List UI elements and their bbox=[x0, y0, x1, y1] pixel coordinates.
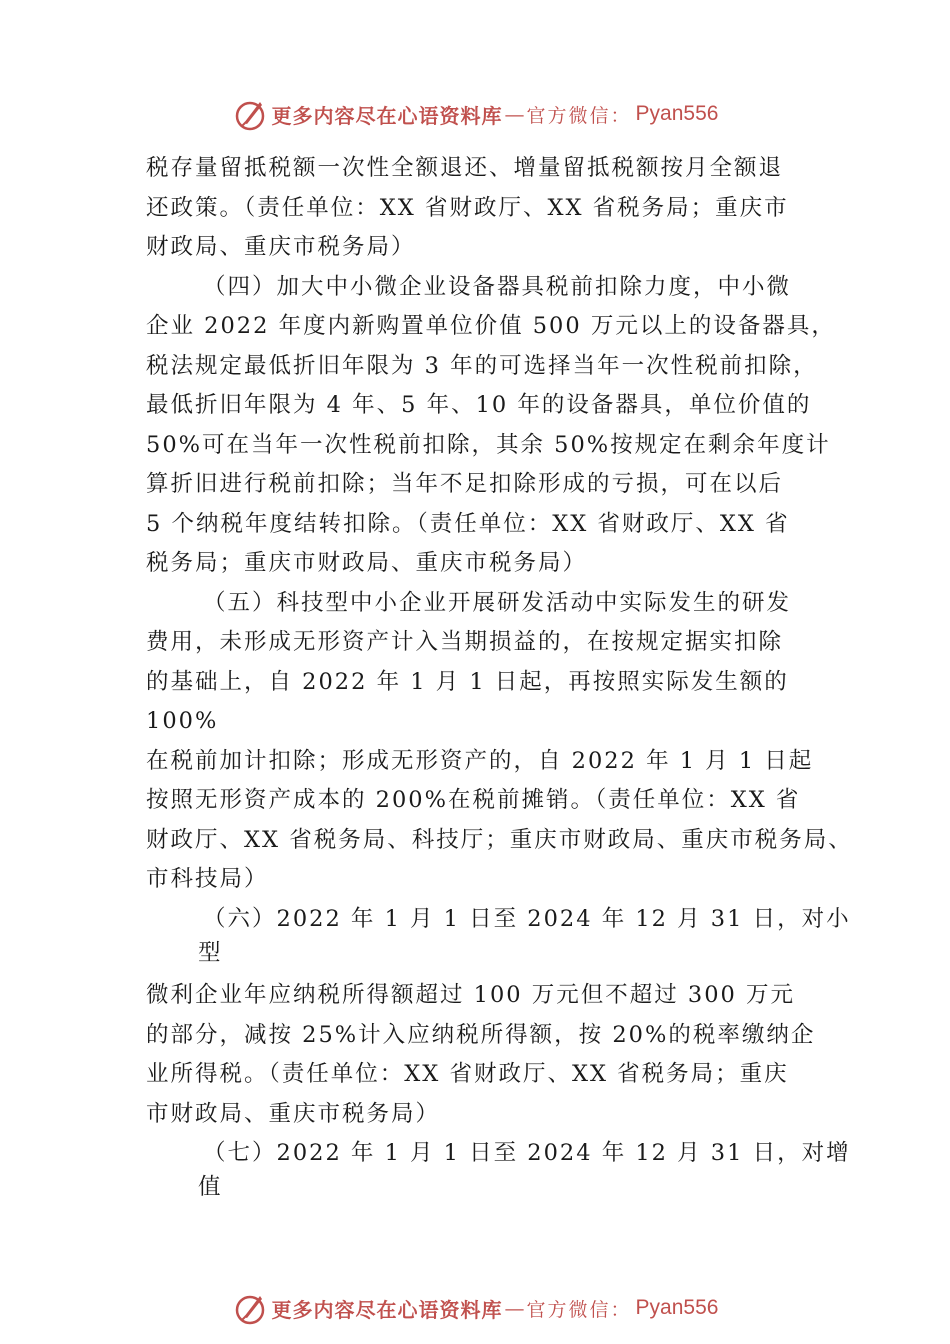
header-banner bbox=[0, 94, 950, 134]
text-line: 市财政局、重庆市税务局） bbox=[146, 1101, 441, 1127]
footer-separator: — bbox=[504, 1296, 525, 1320]
text-line: 5 个纳税年度结转扣除。（责任单位：XX 省财政厅、XX 省 bbox=[146, 511, 790, 537]
text-line: 还政策。（责任单位：XX 省财政厅、XX 省税务局；重庆市 bbox=[146, 195, 789, 221]
quill-logo-icon bbox=[232, 96, 268, 132]
text-line: 财政厅、XX 省税务局、科技厅；重庆市财政局、重庆市税务局、 bbox=[146, 827, 853, 853]
header-site-name: 更多内容尽在心语资料库 bbox=[271, 103, 503, 128]
text-line: 市科技局） bbox=[146, 866, 269, 892]
text-line: 值 bbox=[198, 1174, 223, 1200]
footer-wechat-label: 官方微信： bbox=[526, 1298, 632, 1321]
text-line: （五）科技型中小企业开展研发活动中实际发生的研发 bbox=[203, 590, 792, 616]
text-line: 型 bbox=[198, 940, 223, 966]
header-wechat-label: 官方微信： bbox=[526, 104, 632, 127]
text-line: 企业 2022 年度内新购置单位价值 500 万元以上的设备器具， bbox=[146, 313, 836, 339]
text-line: 费用，未形成无形资产计入当期损益的，在按规定据实扣除 bbox=[146, 629, 784, 655]
footer-site-name: 更多内容尽在心语资料库 bbox=[271, 1297, 503, 1322]
text-line: （六）2022 年 1 月 1 日至 2024 年 12 月 31 日，对小 bbox=[203, 906, 851, 932]
text-line: 50%可在当年一次性税前扣除，其余 50%按规定在剩余年度计 bbox=[146, 432, 831, 458]
text-line: 的部分，减按 25%计入应纳税所得额，按 20%的税率缴纳企 bbox=[146, 1022, 816, 1048]
text-line: 财政局、重庆市税务局） bbox=[146, 234, 416, 260]
footer-banner bbox=[0, 1288, 950, 1328]
footer-wechat-id: Pyan556 bbox=[635, 1296, 719, 1319]
text-line: 税存量留抵税额一次性全额退还、增量留抵税额按月全额退 bbox=[146, 155, 784, 181]
text-line: 税务局；重庆市财政局、重庆市税务局） bbox=[146, 550, 588, 576]
text-line: 业所得税。（责任单位：XX 省财政厅、XX 省税务局；重庆 bbox=[146, 1061, 789, 1087]
text-line: 微利企业年应纳税所得额超过 100 万元但不超过 300 万元 bbox=[146, 982, 796, 1008]
text-line: 按照无形资产成本的 200%在税前摊销。（责任单位：XX 省 bbox=[146, 787, 801, 813]
text-line: 算折旧进行税前扣除；当年不足扣除形成的亏损，可在以后 bbox=[146, 471, 784, 497]
text-line: （七）2022 年 1 月 1 日至 2024 年 12 月 31 日，对增 bbox=[203, 1140, 851, 1166]
text-line: 最低折旧年限为 4 年、5 年、10 年的设备器具，单位价值的 bbox=[146, 392, 812, 418]
header-wechat-id: Pyan556 bbox=[635, 102, 719, 125]
header-separator: — bbox=[504, 102, 525, 126]
text-line: 的基础上，自 2022 年 1 月 1 日起，再按照实际发生额的 bbox=[146, 669, 789, 695]
quill-logo-icon bbox=[232, 1290, 268, 1326]
text-line: 税法规定最低折旧年限为 3 年的可选择当年一次性税前扣除， bbox=[146, 353, 818, 379]
text-line: 100% bbox=[146, 708, 219, 734]
text-line: （四）加大中小微企业设备器具税前扣除力度，中小微 bbox=[203, 274, 792, 300]
text-line: 在税前加计扣除；形成无形资产的，自 2022 年 1 月 1 日起 bbox=[146, 748, 814, 774]
